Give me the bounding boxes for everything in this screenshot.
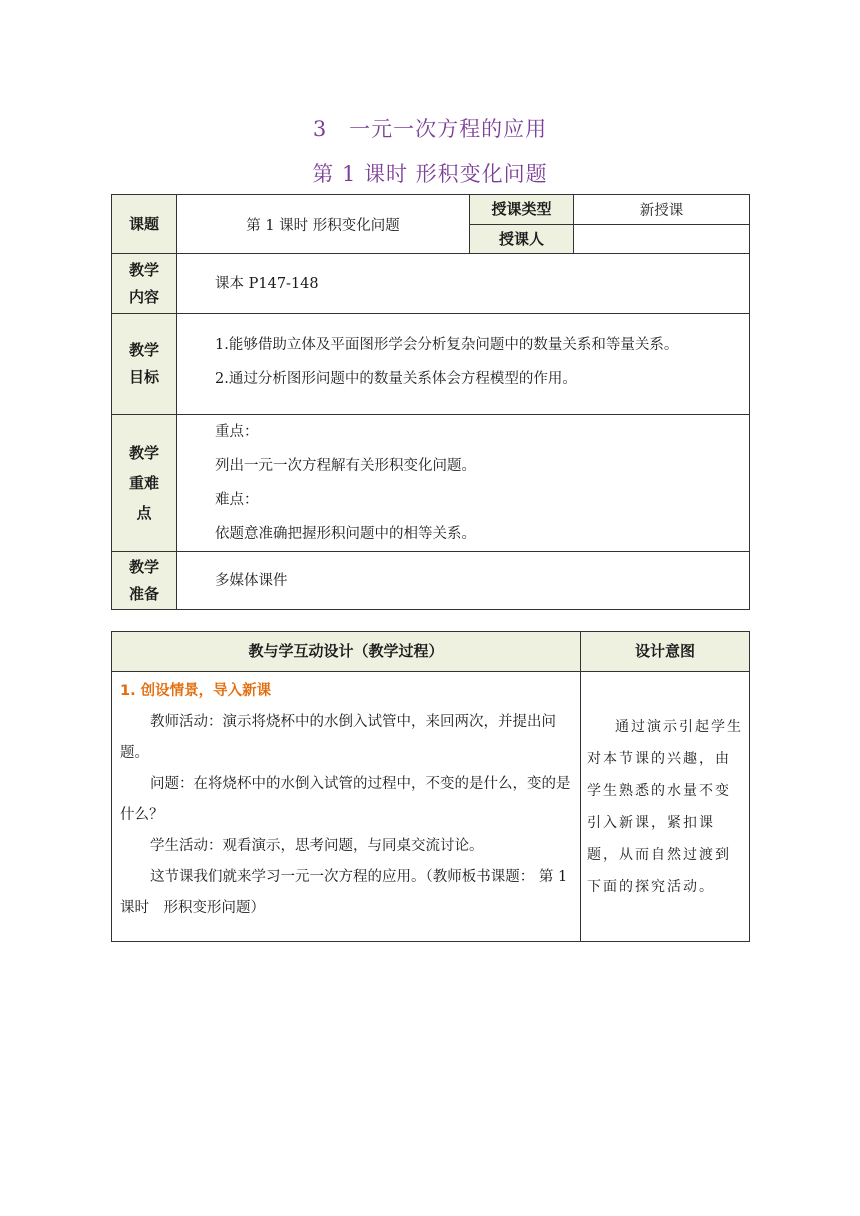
prep-label: 教学 准备 xyxy=(112,552,177,610)
hard-title: 难点： xyxy=(215,492,259,508)
goals-text xyxy=(177,314,750,415)
process-paragraph: 问题：在将烧杯中的水倒入试管的过程中，不变的是什么，变的是什么？ xyxy=(120,776,571,823)
key-text: 列出一元一次方程解有关形积变化问题。 xyxy=(215,458,476,474)
hard-text: 依题意准确把握形积问题中的相等关系。 xyxy=(215,526,476,542)
keypoints-label: 教学 重难 点 xyxy=(112,415,177,552)
topic-label: 课题 xyxy=(112,195,177,254)
teacher-label: 授课人 xyxy=(470,225,574,254)
keypoints-text xyxy=(177,415,750,552)
goal-item: 1.能够借助立体及平面图形学会分析复杂问题中的数量关系和等量关系。 xyxy=(215,337,679,353)
content-value: 课本 P147-148 xyxy=(177,254,750,314)
intent-header: 设计意图 xyxy=(581,632,750,672)
teaching-process-table xyxy=(111,631,750,942)
teacher-value xyxy=(574,225,750,254)
process-paragraph: 教师活动：演示将烧杯中的水倒入试管中，来回两次，并提出问题。 xyxy=(120,714,556,761)
lesson-info-table xyxy=(111,194,750,610)
process-paragraph: 这节课我们就来学习一元一次方程的应用。（教师板书课题： 第 1 课时 形积变形问题） xyxy=(120,869,568,916)
process-header: 教与学互动设计（教学过程） xyxy=(112,632,581,672)
content-label: 教学 内容 xyxy=(112,254,177,314)
lesson-type-label: 授课类型 xyxy=(470,195,574,225)
key-title: 重点： xyxy=(215,424,259,440)
goal-item: 2.通过分析图形问题中的数量关系体会方程模型的作用。 xyxy=(215,371,577,387)
document-title: 3 一元一次方程的应用 xyxy=(312,117,548,141)
process-paragraph: 学生活动：观看演示，思考问题，与同桌交流讨论。 xyxy=(150,838,484,854)
lesson-type-value: 新授课 xyxy=(574,195,750,225)
section-title: 1. 创设情景，导入新课 xyxy=(120,683,272,699)
topic-value: 第 1 课时 形积变化问题 xyxy=(177,195,470,254)
goals-label: 教学 目标 xyxy=(112,314,177,415)
prep-value: 多媒体课件 xyxy=(177,552,750,610)
design-intent-text: 通过演示引起学生对本节课的兴趣，由学生熟悉的水量不变引入新课，紧扣课题，从而自然过渡到下面的探究活动。 xyxy=(581,672,750,942)
process-body xyxy=(112,672,581,942)
lesson-subtitle: 第 1 课时 形积变化问题 xyxy=(312,162,548,186)
